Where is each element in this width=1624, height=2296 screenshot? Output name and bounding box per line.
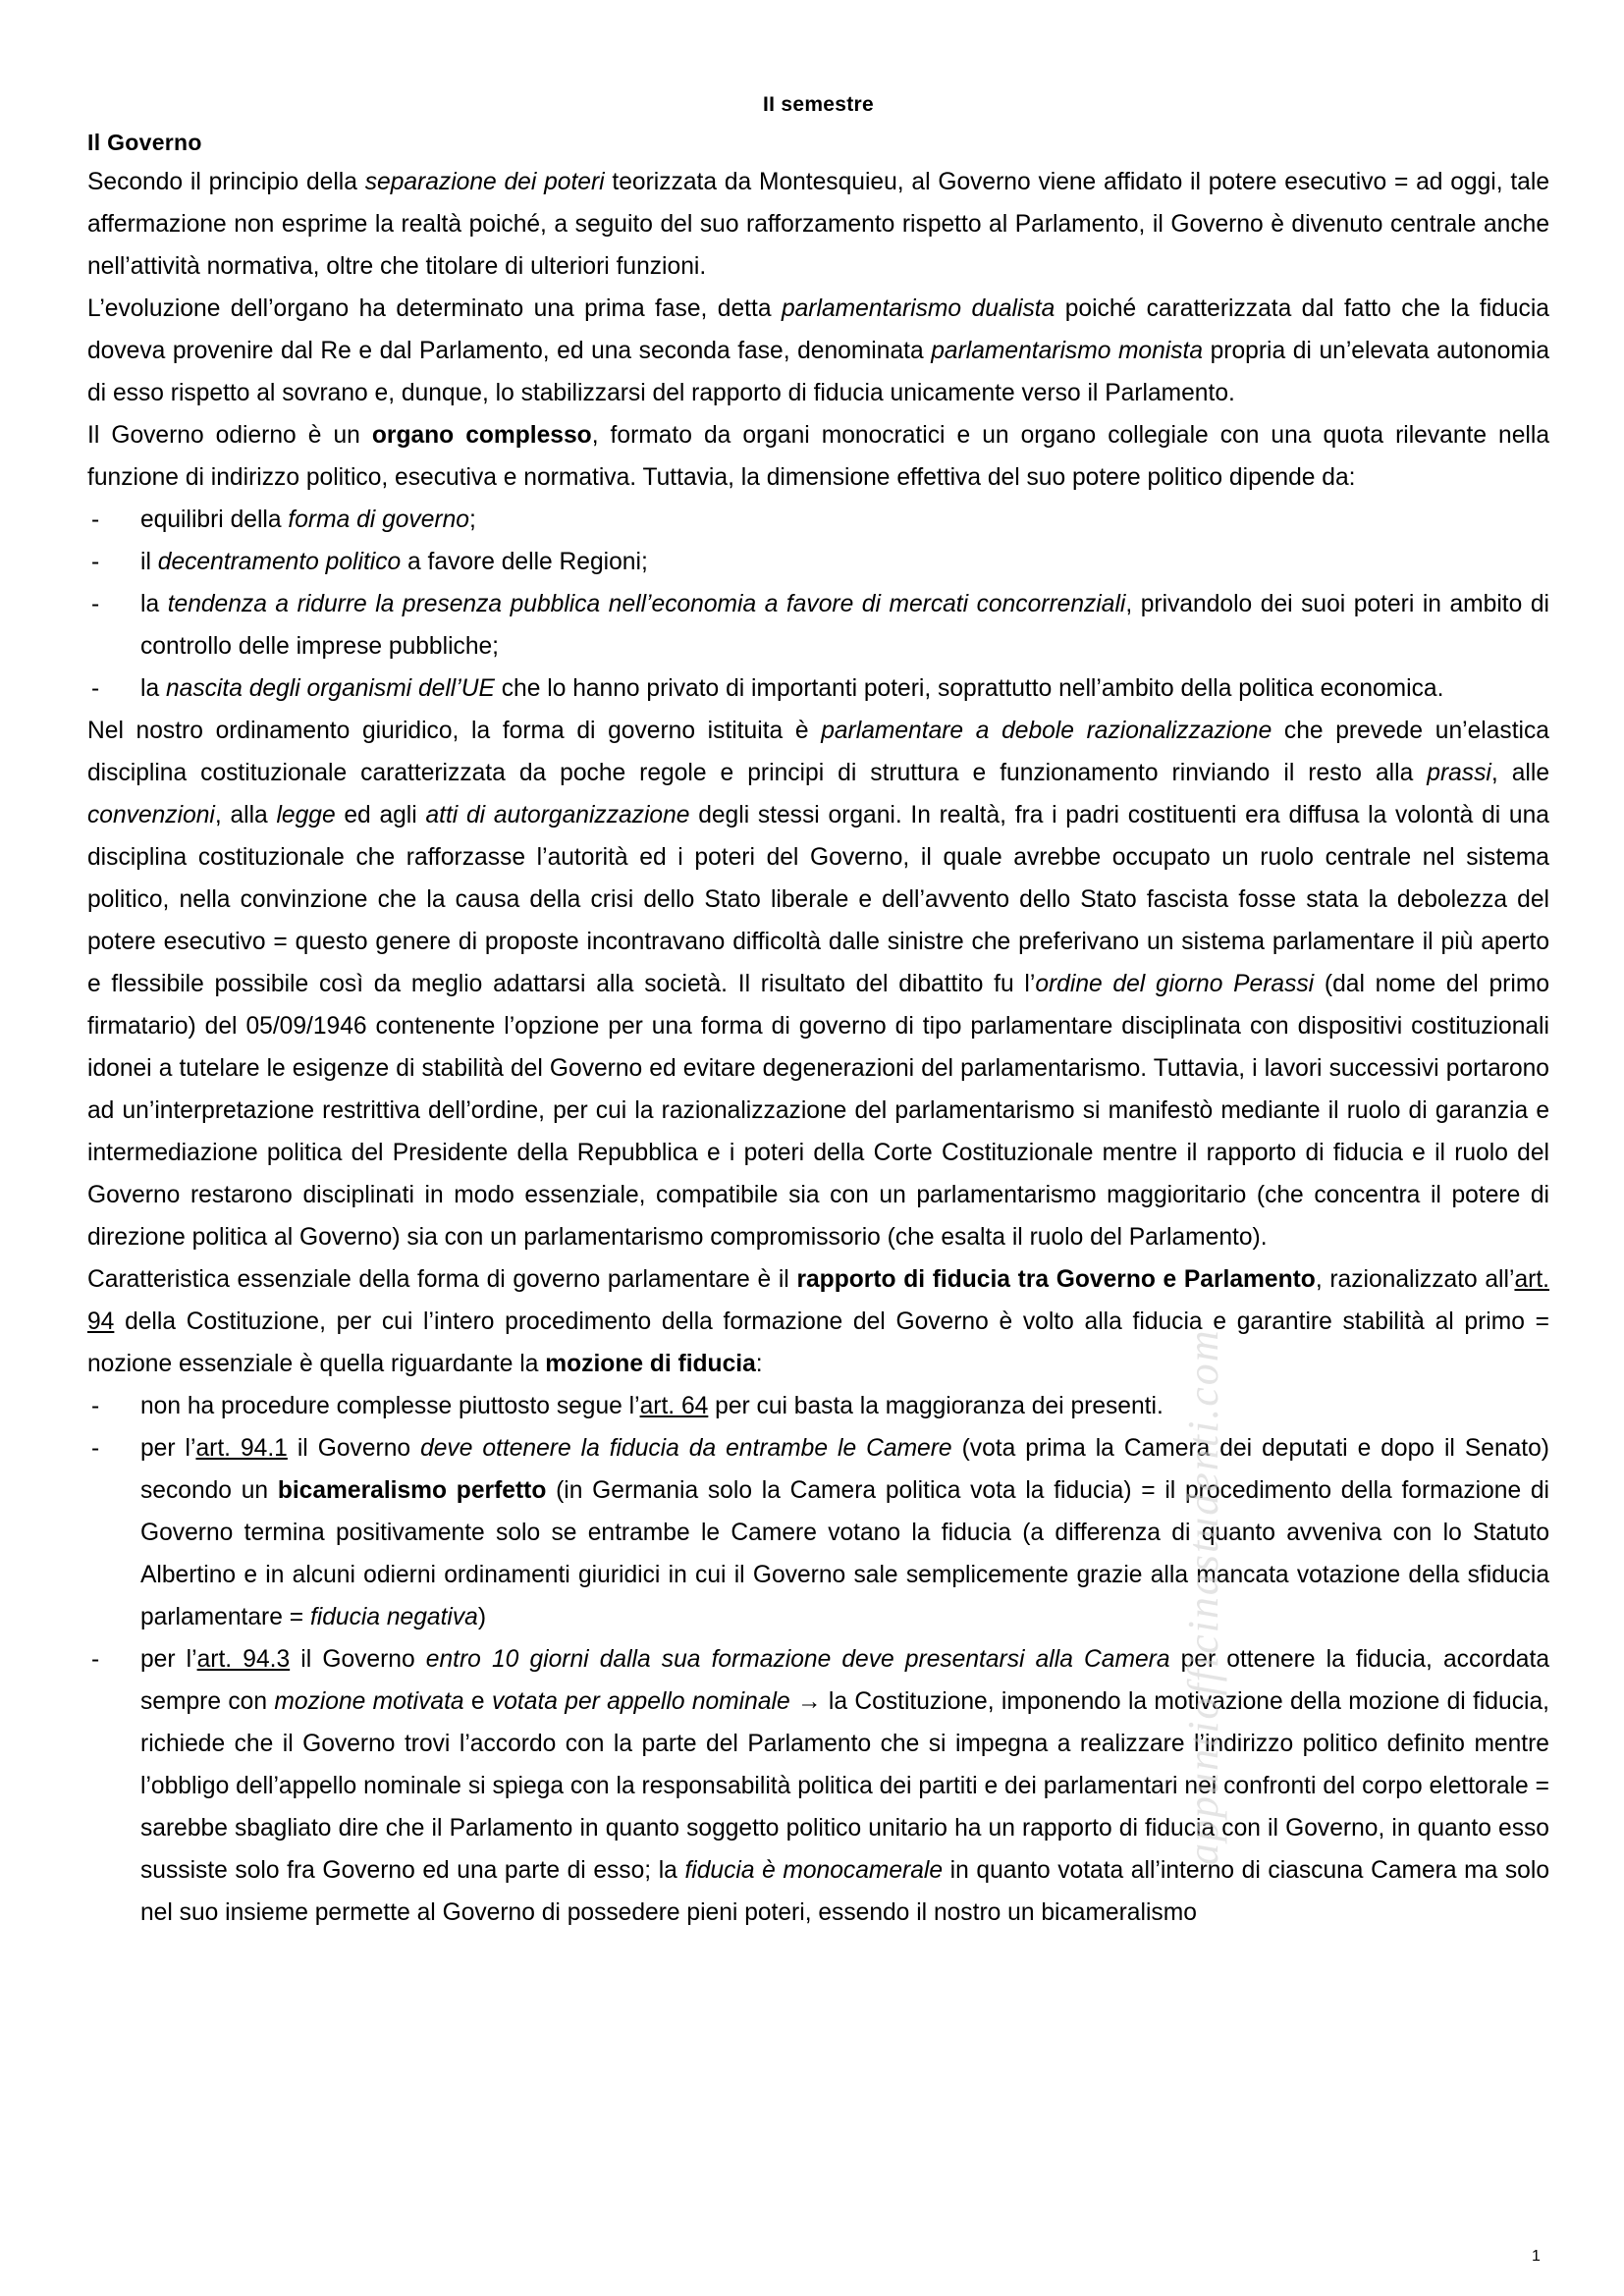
text-run: ; [468,507,476,533]
text-run: ) [477,1604,487,1630]
article-ref: art. 94 [87,1266,1549,1335]
section-title: Il Governo [87,130,202,155]
paragraph-ordinamento [87,710,1549,1258]
text-run: , privandolo dei suoi poteri in ambito di controllo delle imprese pubbliche; [140,591,1549,660]
paragraph-intro [87,161,1549,288]
italic-run: forma di governo [288,507,469,533]
text-run: il Governo [287,1435,421,1462]
italic-run: atti di autorganizzazione [425,802,690,828]
text-run: (dal nome del primo firmatario) del 05/09/1946 contenente l’opzione per una forma di governo di tipo parlamentare disciplinata con dispositivi costituzionali idonei a tutelare le esigenze di stabilità del Governo ed evitare degenerazioni del parlamentarismo. Tuttavia, i lavori successivi portarono ad un’interpretazione restrittiva dell’ordine, per cui la razionalizzazione del parlamentarismo si manifestò mediante il ruolo di garanzia e intermediazione politica del Presidente della Repubblica e i poteri della Corte Costituzionale mentre il rapporto di fiducia e il ruolo del Governo restarono disciplinati in modo essenziale, compatibile sia con un parlamentarismo maggioritario (che concentra il potere di direzione politica al Governo) sia con un parlamentarismo compromissorio (che esalta il ruolo del Parlamento). [87,971,1549,1251]
text-run: equilibri della [140,507,289,533]
italic-run: nascita degli organismi dell’UE [165,675,495,702]
text-run: ed agli [335,802,426,828]
article-ref: art. 94.1 [195,1435,288,1462]
text-run: Il Governo odierno è un [87,422,372,449]
italic-run: mozione motivata [274,1688,464,1715]
italic-run: decentramento politico [157,549,402,575]
list-item [87,541,1549,583]
text-run: in quanto votata all’interno di ciascuna Camera ma solo nel suo insieme permette al Governo di possedere pieni poteri, essendo il nostro un bicameralismo [140,1857,1550,1926]
italic-run: deve ottenere la fiducia da entrambe le Camere [420,1435,952,1462]
text-run: per ottenere la fiducia, accordata sempre con [140,1646,1549,1715]
italic-run: votata per appello nominale [491,1688,790,1715]
text-run: (in Germania solo la Camera politica vota la fiducia) = il procedimento della formazione di Governo termina positivamente solo se entrambe le Camere votano la fiducia (a differenza di quanto avveniva con lo Statuto Albertino e in alcuni odierni ordinamenti giuridici in cui il Governo sale semplicemente grazie alla mancata votazione della sfiducia parlamentare = [140,1477,1549,1630]
text-run: , alle [1490,760,1549,786]
text-run: , razionalizzato all’ [1315,1266,1515,1293]
text-run: propria di un’elevata autonomia di esso rispetto al sovrano e, dunque, lo stabilizzarsi del rapporto di fiducia unicamente verso il Parlamento. [87,338,1550,406]
text-run: (vota prima la Camera dei deputati e dopo il Senato) secondo un [140,1435,1549,1504]
list-item [87,1427,1549,1638]
list-item [87,1638,1549,1934]
bold-run: bicameralismo perfetto [277,1477,547,1504]
text-run: L’evoluzione dell’organo ha determinato una prima fase, detta [87,295,782,322]
page-number: 1 [1532,2248,1541,2265]
text-run: → la Costituzione, imponendo la motivazione della mozione di fiducia, richiede che il Governo trovi l’accordo con la parte del Parlamento che si impegna a realizzare l’indirizzo politico definito mentre l’obbligo dell’appello nominale si spiega con la responsabilità politica dei partiti e dei parlamentari nei confronti del corpo elettorale = sarebbe sbagliato dire che il Parlamento in quanto soggetto politico unitario ha un rapporto di fiducia con il Governo, in quanto esso sussiste solo fra Governo ed una parte di esso; la [140,1688,1549,1884]
article-ref: art. 64 [639,1393,709,1419]
text-run: a favore delle Regioni; [401,549,648,575]
italic-run: legge [276,802,336,828]
italic-run: fiducia è monocamerale [684,1857,944,1884]
text-run: , alla [214,802,277,828]
text-run: poiché caratterizzata dal fatto che la fiducia doveva provenire dal Re e dal Parlamento, ed una seconda fase, denominata [87,295,1549,364]
list-item [87,1385,1549,1427]
bold-run: mozione di fiducia [545,1351,756,1377]
list-item [87,499,1549,541]
italic-run: parlamentare a debole razionalizzazione [821,718,1272,744]
italic-run: ordine del giorno Perassi [1035,971,1315,997]
paragraph-fiducia [87,1258,1549,1385]
bold-run: organo complesso [371,422,592,449]
text-run: Secondo il principio della [87,169,365,195]
semester-heading: II semestre [762,93,875,116]
italic-run: fiducia negativa [309,1604,478,1630]
italic-run: parlamentarismo dualista [781,295,1056,322]
italic-run: entro 10 giorni dalla sua formazione deve presentarsi alla Camera [425,1646,1170,1673]
text-run: teorizzata da Montesquieu, al Governo viene affidato il potere esecutivo = ad oggi, tale affermazione non esprime la realtà poiché, a seguito del suo rafforzamento rispetto al Parlamento, il Governo è divenuto centrale anche nell’attività normativa, oltre che titolare di ulteriori funzioni. [87,169,1550,280]
text-run: per l’ [140,1435,196,1462]
text-run: la [140,591,168,617]
text-run: e [463,1688,492,1715]
watermark: appuntiofficinastudenti.com [1179,1328,1227,1865]
text-run: non ha procedure complesse piuttosto segue l’ [140,1393,640,1419]
list-item [87,667,1549,710]
page-content [87,86,1549,1934]
text-run: la [140,675,166,702]
paragraph-organ [87,414,1549,499]
text-run: della Costituzione, per cui l’intero procedimento della formazione del Governo è volto alla fiducia e garantire stabilità al primo = nozione essenziale è quella riguardante la [87,1308,1549,1377]
text-run: che lo hanno privato di importanti poteri, soprattutto nell’ambito della politica economica. [494,675,1444,702]
text-run: che prevede un’elastica disciplina costituzionale caratterizzata da poche regole e principi di struttura e funzionamento rinviando il resto alla [87,718,1549,786]
italic-run: tendenza a ridurre la presenza pubblica nell’economia a favore di mercati concorrenziali [167,591,1126,617]
italic-run: prassi [1427,760,1491,786]
text-run: : [755,1351,763,1377]
text-run: per cui basta la maggioranza dei presenti. [708,1393,1164,1419]
italic-run: convenzioni [87,802,215,828]
italic-run: parlamentarismo monista [931,338,1204,364]
text-run: Caratteristica essenziale della forma di governo parlamentare è il [87,1266,797,1293]
list-item [87,583,1549,667]
list-mozione-fiducia [87,1385,1549,1934]
text-run: , formato da organi monocratici e un organo collegiale con una quota rilevante nella funzione di indirizzo politico, esecutiva e normativa. Tuttavia, la dimensione effettiva del suo potere politico dipende da: [87,422,1550,491]
italic-run: separazione dei poteri [364,169,605,195]
text-run: per l’ [140,1646,197,1673]
paragraph-evolution [87,288,1549,414]
list-power-factors [87,499,1549,710]
bold-run: rapporto di fiducia tra Governo e Parlamento [796,1266,1316,1293]
text-run: il [140,549,158,575]
text-run: il Governo [290,1646,426,1673]
text-run: Nel nostro ordinamento giuridico, la forma di governo istituita è [87,718,822,744]
text-run: degli stessi organi. In realtà, fra i padri costituenti era diffusa la volontà di una disciplina costituzionale che rafforzasse l’autorità ed i poteri del Governo, il quale avrebbe occupato un ruolo centrale nel sistema politico, nella convinzione che la causa della crisi dello Stato liberale e dell’avvento dello Stato fascista fosse stata la debolezza del potere esecutivo = questo genere di proposte incontravano difficoltà dalle sinistre che preferivano un sistema parlamentare il più aperto e flessibile possibile così da meglio adattarsi alla società. Il risultato del dibattito fu l’ [87,802,1549,997]
article-ref: art. 94.3 [196,1646,291,1673]
